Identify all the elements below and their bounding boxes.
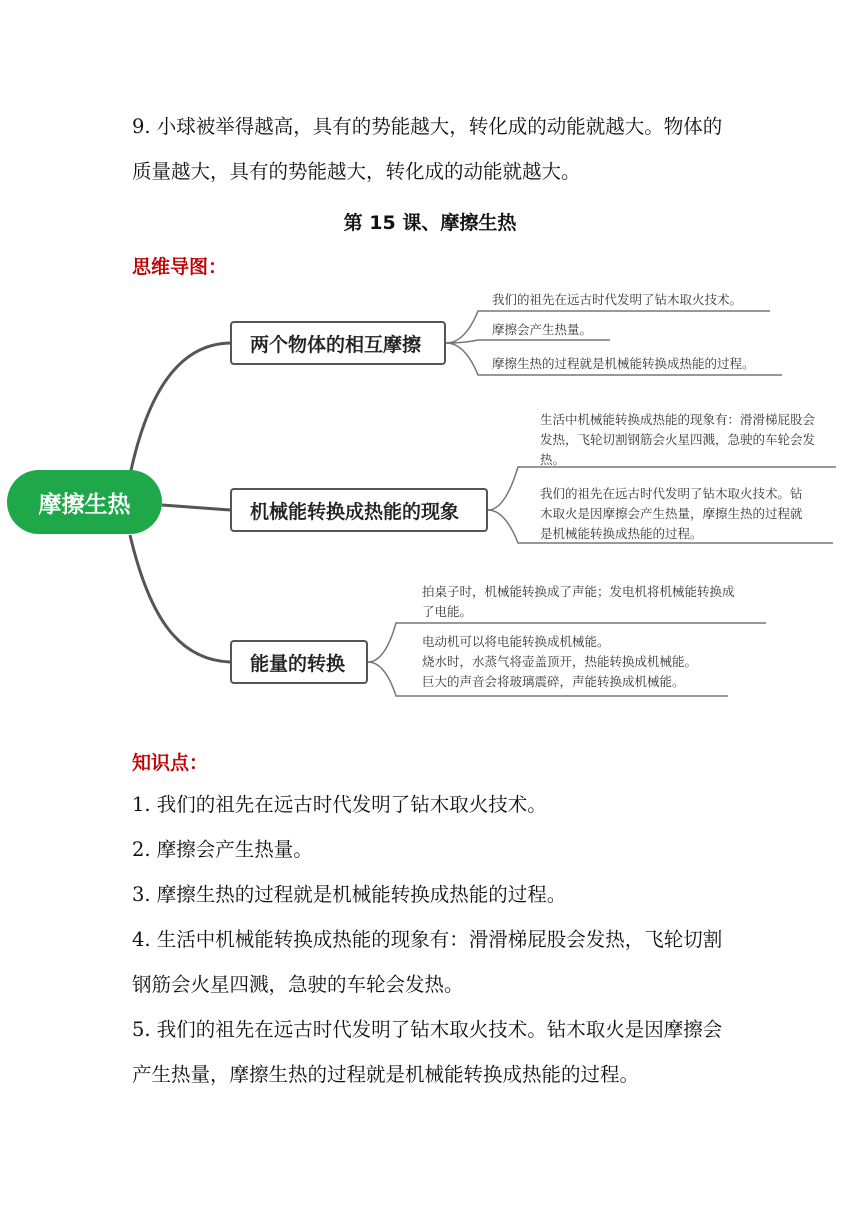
mind-map-branch-friction: 两个物体的相互摩擦 (230, 321, 446, 365)
connector-root-branch1 (130, 343, 230, 475)
knowledge-heading: 知识点： (132, 752, 209, 774)
mind-map-branch-energy-conversion: 能量的转换 (230, 640, 368, 684)
branch2-leaf-1-line-1: 生活中机械能转换成热能的现象有：滑滑梯屁股会 (540, 412, 816, 427)
branch3-leaf-2-line-3: 巨大的声音会将玻璃震碎，声能转换成机械能。 (422, 674, 685, 689)
branch3-leaf-2-line-2: 烧水时，水蒸气将壶盖顶开，热能转换成机械能。 (422, 654, 698, 669)
mind-map (0, 280, 860, 710)
mind-map-root: 摩擦生热 (7, 470, 162, 534)
branch2-leaf-2 (540, 484, 803, 544)
branch1-leaf-2: 摩擦会产生热量。 (492, 322, 593, 337)
connector-b1-leaf2 (446, 340, 610, 343)
branch1-leaf-3: 摩擦生热的过程就是机械能转换成热能的过程。 (492, 356, 755, 371)
point-2: 2. 摩擦会产生热量。 (132, 838, 313, 861)
branch3-leaf-1 (422, 582, 735, 622)
branch2-leaf-2-line-2: 木取火是因摩擦会产生热量，摩擦生热的过程就 (540, 506, 803, 521)
branch2-leaf-1-line-3: 热。 (540, 452, 566, 467)
point-1: 1. 我们的祖先在远古时代发明了钻木取火技术。 (132, 793, 547, 816)
branch3-leaf-1-line-1: 拍桌子时，机械能转换成了声能；发电机将机械能转换成 (422, 584, 735, 599)
point-4-line-1: 4. 生活中机械能转换成热能的现象有：滑滑梯屁股会发热，飞轮切割 (132, 928, 723, 951)
point-5-line-1: 5. 我们的祖先在远古时代发明了钻木取火技术。钻木取火是因摩擦会 (132, 1018, 723, 1041)
connector-root-branch3 (130, 535, 230, 662)
branch2-leaf-1-line-2: 发热，飞轮切割钢筋会火星四溅，急驶的车轮会发 (540, 432, 816, 447)
lesson-title: 第 15 课、摩擦生热 (343, 212, 517, 234)
branch2-leaf-2-line-3: 是机械能转换成热能的过程。 (540, 526, 703, 541)
point-5-line-2: 产生热量，摩擦生热的过程就是机械能转换成热能的过程。 (132, 1063, 640, 1086)
point-4-line-2: 钢筋会火星四溅，急驶的车轮会发热。 (132, 973, 464, 996)
mindmap-heading: 思维导图： (132, 256, 228, 278)
branch1-leaf-1: 我们的祖先在远古时代发明了钻木取火技术。 (492, 292, 743, 307)
branch3-leaf-2-line-1: 电动机可以将电能转换成机械能。 (422, 634, 610, 649)
connector-root-branch2 (162, 505, 230, 510)
mind-map-branch-phenomena: 机械能转换成热能的现象 (230, 488, 488, 532)
branch2-leaf-1 (540, 410, 815, 470)
intro-line-1: 9. 小球被举得越高，具有的势能越大，转化成的动能就越大。物体的 (132, 115, 723, 138)
intro-line-2: 质量越大，具有的势能越大，转化成的动能就越大。 (132, 160, 581, 183)
point-3: 3. 摩擦生热的过程就是机械能转换成热能的过程。 (132, 883, 567, 906)
branch3-leaf-2 (422, 632, 697, 692)
branch3-leaf-1-line-2: 了电能。 (422, 604, 473, 619)
branch2-leaf-2-line-1: 我们的祖先在远古时代发明了钻木取火技术。钻 (540, 486, 803, 501)
